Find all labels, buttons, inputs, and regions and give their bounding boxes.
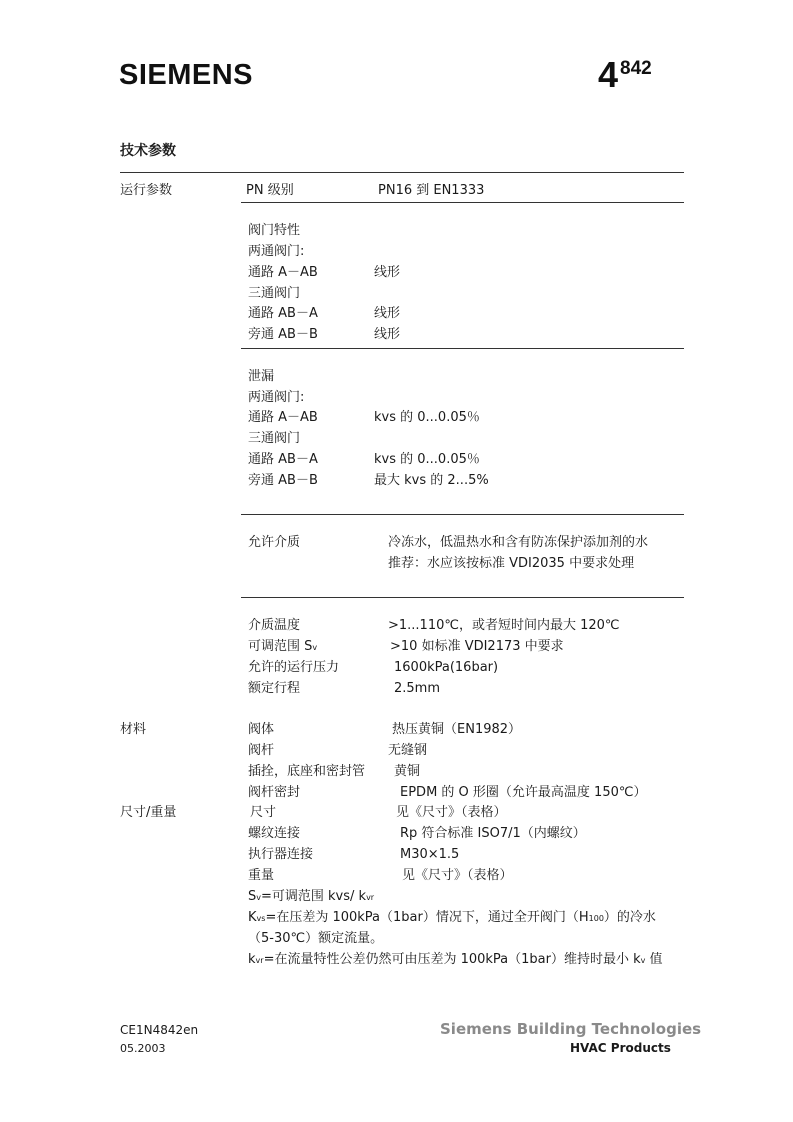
material-seal-name: 阀杆密封 xyxy=(248,785,301,800)
characteristics-row1-name: 通路 A－AB xyxy=(248,265,318,280)
range-value: >10 如标准 VDI2173 中要求 xyxy=(390,639,564,654)
stroke-name: 额定行程 xyxy=(248,681,301,696)
leakage-row1-name: 通路 A－AB xyxy=(248,410,318,425)
characteristics-title: 阀门特性 xyxy=(248,223,301,238)
dim-value: 见《尺寸》（表格） xyxy=(396,805,507,820)
pressure-value: 1600kPa(16bar) xyxy=(394,660,499,675)
characteristics-row3-value: 线形 xyxy=(374,327,401,342)
characteristics-three-way: 三通阀门 xyxy=(248,286,301,301)
dimensions-label: 尺寸/重量 xyxy=(120,805,177,820)
divider-top xyxy=(120,172,684,173)
temp-value: >1...110℃，或者短时间内最大 120℃ xyxy=(388,618,620,633)
operation-label: 运行参数 xyxy=(120,183,173,198)
characteristics-row3-name: 旁通 AB－B xyxy=(248,327,318,342)
note-kvs xyxy=(248,908,656,929)
characteristics-row2-name: 通路 AB－A xyxy=(248,306,318,321)
thread-name: 螺纹连接 xyxy=(248,826,301,841)
doc-number-main: 4 xyxy=(598,54,619,95)
pn-value: PN16 到 EN1333 xyxy=(378,183,485,198)
stroke-value: 2.5mm xyxy=(394,681,441,696)
leakage-row3-kvs: kvs xyxy=(404,473,427,488)
footer-date: 05.2003 xyxy=(120,1042,166,1055)
characteristics-row1-value: 线形 xyxy=(374,265,401,280)
material-stem-name: 阀杆 xyxy=(248,743,275,758)
footer-code: CE1N4842en xyxy=(120,1023,199,1037)
leakage-row1-kvs: kvs xyxy=(374,410,396,425)
divider-medium xyxy=(241,597,684,598)
section-title: 技术参数 xyxy=(120,143,176,159)
leakage-row1-range: 的 0...0.05％ xyxy=(396,410,480,425)
note-sv-s: S xyxy=(248,889,257,904)
material-plug-name: 插拴，底座和密封管 xyxy=(248,764,366,779)
note-kvr-sub2: v xyxy=(640,956,646,965)
divider-characteristics xyxy=(241,348,684,349)
leakage-row3-range: 的 2...5% xyxy=(426,473,489,488)
note-kvr xyxy=(248,950,663,971)
range-name xyxy=(248,637,317,658)
leakage-row1-value xyxy=(374,408,480,428)
note-kvs-k: K xyxy=(248,910,257,925)
thread-value: Rp 符合标准 ISO7/1（内螺纹） xyxy=(400,826,586,841)
doc-number-superscript: 842 xyxy=(620,58,652,79)
pressure-name: 允许的运行压力 xyxy=(248,660,340,675)
leakage-three-way: 三通阀门 xyxy=(248,431,301,446)
material-stem-value: 无缝钢 xyxy=(388,743,428,758)
temp-name: 介质温度 xyxy=(248,618,301,633)
material-seal-value: EPDM 的 O 形圈（允许最高温度 150℃） xyxy=(400,785,647,800)
note-kvr-end: 值 xyxy=(645,952,663,967)
note-sv xyxy=(248,887,374,908)
materials-label: 材料 xyxy=(120,722,147,737)
footer-company: Siemens Building Technologies xyxy=(440,1020,702,1038)
note-kvs-sub: vs xyxy=(256,914,266,923)
range-name-sub: v xyxy=(312,643,318,652)
divider-pn xyxy=(241,202,684,203)
leakage-row3-name: 旁通 AB－B xyxy=(248,473,318,488)
characteristics-two-way: 两通阀门: xyxy=(248,244,305,259)
siemens-logo: SIEMENS xyxy=(119,59,254,91)
note-sv-sub: v xyxy=(256,893,261,902)
note-kvr-text: =在流量特性公差仍然可由压差为 100kPa（1bar）维持时最小 k xyxy=(263,952,641,967)
weight-name: 重量 xyxy=(248,868,275,883)
document-number xyxy=(598,54,652,100)
footer-division: HVAC Products xyxy=(570,1041,671,1055)
medium-name: 允许介质 xyxy=(248,535,301,550)
note-sv-text: =可调范围 kvs/ k xyxy=(261,889,367,904)
weight-value: 见《尺寸》（表格） xyxy=(402,868,513,883)
leakage-title: 泄漏 xyxy=(248,369,275,384)
note-kvs-end: ）的冷水 xyxy=(603,910,656,925)
leakage-two-way: 两通阀门: xyxy=(248,390,305,405)
note-sv-sub2: vr xyxy=(366,893,375,902)
medium-line2: 推荐：水应该按标准 VDI2035 中要求处理 xyxy=(388,556,635,571)
note-kvs-text: =在压差为 100kPa（1bar）情况下，通过全开阀门（H xyxy=(265,910,589,925)
leakage-row2-value xyxy=(374,450,480,470)
leakage-row2-kvs: kvs xyxy=(374,452,396,467)
note-kvr-sub: vr xyxy=(255,956,264,965)
dim-name: 尺寸 xyxy=(250,805,277,820)
leakage-row3-prefix: 最大 xyxy=(374,473,405,488)
range-name-text: 可调范围 S xyxy=(248,639,313,654)
pn-name: PN 级别 xyxy=(246,183,294,198)
leakage-row2-name: 通路 AB－A xyxy=(248,452,318,467)
characteristics-row2-value: 线形 xyxy=(374,306,401,321)
note-kvs-line2: （5-30℃）额定流量。 xyxy=(248,931,384,946)
medium-line1: 冷冻水，低温热水和含有防冻保护添加剂的水 xyxy=(388,535,649,550)
leakage-row2-range: 的 0...0.05％ xyxy=(396,452,480,467)
note-kvs-sub2: 100 xyxy=(588,914,604,923)
material-body-name: 阀体 xyxy=(248,722,275,737)
note-kvr-k: k xyxy=(248,952,256,967)
material-plug-value: 黄铜 xyxy=(394,764,421,779)
divider-leakage xyxy=(241,514,684,515)
actuator-value: M30×1.5 xyxy=(400,847,460,862)
actuator-name: 执行器连接 xyxy=(248,847,314,862)
leakage-row3-value xyxy=(374,471,489,491)
material-body-value: 热压黄铜（EN1982） xyxy=(392,722,522,737)
